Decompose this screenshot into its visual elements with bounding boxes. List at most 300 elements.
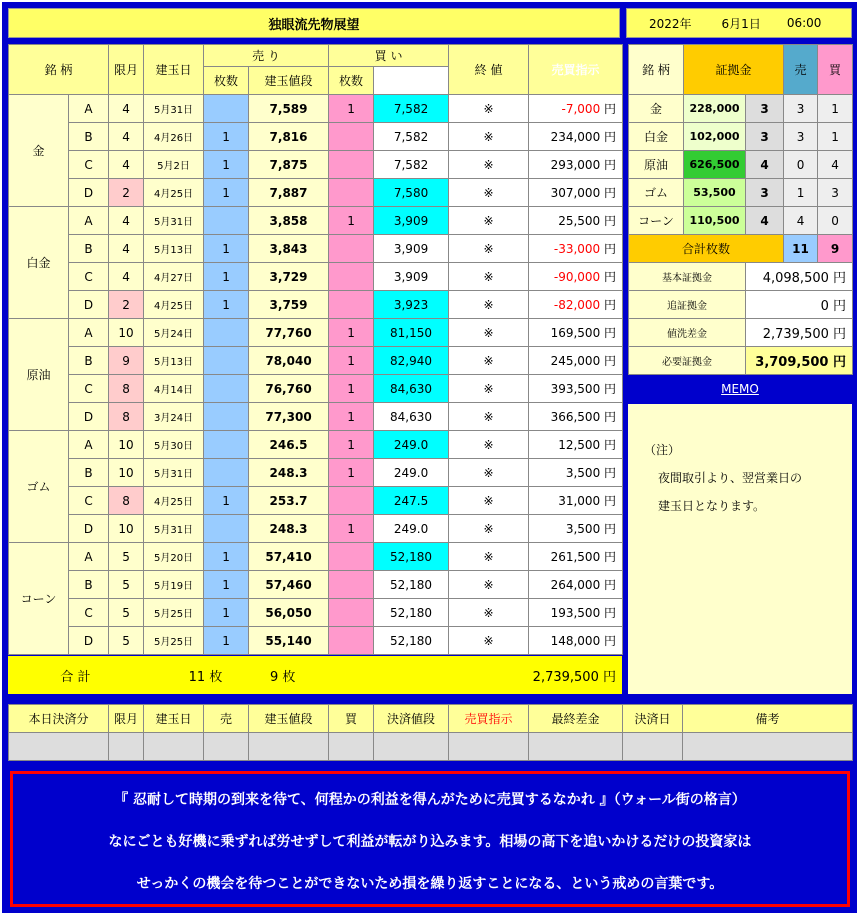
signal-mark: ※	[449, 571, 529, 599]
commodity-name: ゴム	[9, 431, 69, 543]
buy-count	[329, 599, 374, 627]
signal-mark: ※	[449, 319, 529, 347]
position-row	[9, 515, 623, 543]
entry-date: 5月24日	[144, 319, 204, 347]
sell-count: 1	[204, 543, 249, 571]
diff-value: 169,500	[550, 326, 601, 340]
margin-sell: 3	[784, 95, 818, 123]
year-label: 2022年	[649, 16, 692, 31]
diff-unit: 円	[604, 326, 617, 340]
settlement-table	[8, 704, 853, 761]
diff-unit: 円	[604, 354, 617, 368]
contract-label: B	[69, 571, 109, 599]
diff-cell	[529, 375, 623, 403]
sell-count: 1	[204, 291, 249, 319]
diff-unit: 円	[604, 270, 617, 284]
entry-price: 77,300	[249, 403, 329, 431]
margin-total-sell: 11	[784, 235, 818, 263]
buy-count	[329, 151, 374, 179]
summary-label: 基本証拠金	[629, 263, 746, 291]
contract-month: 4	[109, 263, 144, 291]
diff-unit: 円	[604, 606, 617, 620]
sell-count: 1	[204, 571, 249, 599]
entry-price: 248.3	[249, 515, 329, 543]
diff-value: 193,500	[550, 606, 601, 620]
contract-label: D	[69, 179, 109, 207]
diff-unit: 円	[604, 550, 617, 564]
margin-lots: 3	[746, 179, 784, 207]
buy-count	[329, 487, 374, 515]
position-row	[9, 543, 623, 571]
entry-date: 4月25日	[144, 291, 204, 319]
totals-label: 合 計	[8, 656, 143, 694]
sell-count: 1	[204, 263, 249, 291]
summary-label: 追証拠金	[629, 291, 746, 319]
totals-bar	[8, 656, 622, 694]
memo-panel	[628, 404, 852, 694]
diff-value: 366,500	[550, 410, 601, 424]
margin-buy: 3	[818, 179, 853, 207]
signal-mark: ※	[449, 599, 529, 627]
entry-price: 248.3	[249, 459, 329, 487]
close-price: 52,180	[374, 543, 449, 571]
close-price: 247.5	[374, 487, 449, 515]
position-row	[9, 179, 623, 207]
diff-value: -33,000	[553, 242, 601, 256]
diff-cell	[529, 151, 623, 179]
memo-line-3: 建玉日となります。	[658, 499, 766, 513]
settle-header-signal: 売買指示	[449, 705, 529, 733]
quote-line-3: せっかくの機会を待つことができないため損を繰り返すことになる、という戒めの言葉です。	[136, 876, 724, 892]
diff-cell	[529, 571, 623, 599]
settle-header-sell: 売	[204, 705, 249, 733]
summary-row	[629, 263, 853, 291]
contract-label: A	[69, 543, 109, 571]
diff-cell	[529, 515, 623, 543]
entry-price: 76,760	[249, 375, 329, 403]
position-row	[9, 123, 623, 151]
sell-count	[204, 459, 249, 487]
diff-unit: 円	[604, 438, 617, 452]
margin-sell: 4	[784, 207, 818, 235]
entry-price: 56,050	[249, 599, 329, 627]
signal-mark: ※	[449, 235, 529, 263]
diff-cell	[529, 291, 623, 319]
entry-date: 5月20日	[144, 543, 204, 571]
entry-price: 3,843	[249, 235, 329, 263]
entry-price: 3,759	[249, 291, 329, 319]
diff-unit: 円	[604, 242, 617, 256]
commodity-name: 金	[9, 95, 69, 207]
diff-value: 307,000	[550, 186, 601, 200]
buy-count: 1	[329, 347, 374, 375]
summary-value: 0 円	[746, 291, 853, 319]
close-price: 82,940	[374, 347, 449, 375]
entry-price: 3,729	[249, 263, 329, 291]
margin-sell: 0	[784, 151, 818, 179]
header-buy: 買 い	[329, 45, 449, 67]
buy-count	[329, 263, 374, 291]
margin-brand: 金	[629, 95, 684, 123]
margin-header-margin: 証拠金	[684, 45, 784, 95]
contract-month: 10	[109, 431, 144, 459]
position-row	[9, 319, 623, 347]
close-price: 7,582	[374, 123, 449, 151]
sell-count	[204, 515, 249, 543]
entry-price: 253.7	[249, 487, 329, 515]
margin-amount: 228,000	[684, 95, 746, 123]
sell-count	[204, 431, 249, 459]
totals-sell: 11 枚	[143, 656, 268, 694]
contract-label: B	[69, 235, 109, 263]
position-row	[9, 599, 623, 627]
margin-header-buy: 買	[818, 45, 853, 95]
diff-cell	[529, 599, 623, 627]
settle-header-today: 本日決済分	[9, 705, 109, 733]
contract-month: 10	[109, 459, 144, 487]
position-row	[9, 487, 623, 515]
totals-buy: 9 枚	[268, 656, 393, 694]
signal-mark: ※	[449, 123, 529, 151]
close-price: 249.0	[374, 515, 449, 543]
contract-month: 8	[109, 403, 144, 431]
position-row	[9, 431, 623, 459]
entry-date: 5月31日	[144, 95, 204, 123]
summary-value: 2,739,500 円	[746, 319, 853, 347]
contract-month: 10	[109, 319, 144, 347]
diff-cell	[529, 431, 623, 459]
entry-date: 5月25日	[144, 599, 204, 627]
entry-date: 4月25日	[144, 487, 204, 515]
position-row	[9, 235, 623, 263]
memo-line-1: （注）	[644, 443, 681, 457]
header-entry-price: 建玉値段	[249, 67, 329, 95]
sell-count: 1	[204, 599, 249, 627]
diff-unit: 円	[604, 158, 617, 172]
entry-date: 5月31日	[144, 207, 204, 235]
contract-label: D	[69, 291, 109, 319]
close-price: 81,150	[374, 319, 449, 347]
diff-value: -90,000	[553, 270, 601, 284]
quote-box	[10, 771, 850, 907]
margin-header-sell: 売	[784, 45, 818, 95]
contract-month: 4	[109, 207, 144, 235]
summary-label: 必要証拠金	[629, 347, 746, 375]
diff-value: 25,500	[558, 214, 601, 228]
margin-row	[629, 207, 853, 235]
sell-count: 1	[204, 235, 249, 263]
contract-month: 5	[109, 599, 144, 627]
diff-value: 264,000	[550, 578, 601, 592]
buy-count	[329, 123, 374, 151]
settle-empty-row	[9, 733, 853, 761]
margin-header-brand: 銘 柄	[629, 45, 684, 95]
diff-unit: 円	[604, 466, 617, 480]
signal-mark: ※	[449, 543, 529, 571]
sell-count	[204, 347, 249, 375]
signal-mark: ※	[449, 95, 529, 123]
buy-count	[329, 543, 374, 571]
entry-date: 4月14日	[144, 375, 204, 403]
diff-unit: 円	[604, 186, 617, 200]
diff-unit: 円	[604, 578, 617, 592]
summary-value: 4,098,500 円	[746, 263, 853, 291]
signal-mark: ※	[449, 403, 529, 431]
sell-count	[204, 375, 249, 403]
buy-count: 1	[329, 459, 374, 487]
contract-month: 8	[109, 375, 144, 403]
summary-row	[629, 347, 853, 375]
signal-mark: ※	[449, 627, 529, 655]
position-row	[9, 263, 623, 291]
buy-count: 1	[329, 95, 374, 123]
header-month: 限月	[109, 45, 144, 95]
entry-date: 5月31日	[144, 515, 204, 543]
quote-line-1: 『 忍耐して時期の到来を待て、何程かの利益を得んがために売買するなかれ 』（ウォール街の格言）	[114, 792, 746, 808]
diff-cell	[529, 263, 623, 291]
diff-value: 3,500	[565, 466, 601, 480]
diff-cell	[529, 347, 623, 375]
entry-price: 246.5	[249, 431, 329, 459]
sell-count: 1	[204, 487, 249, 515]
diff-cell	[529, 487, 623, 515]
margin-brand: 白金	[629, 123, 684, 151]
diff-unit: 円	[604, 410, 617, 424]
margin-amount: 626,500	[684, 151, 746, 179]
contract-label: B	[69, 123, 109, 151]
header-close: 終 値	[449, 45, 529, 95]
contract-month: 4	[109, 235, 144, 263]
position-row	[9, 291, 623, 319]
contract-label: A	[69, 319, 109, 347]
diff-unit: 円	[604, 298, 617, 312]
entry-price: 55,140	[249, 627, 329, 655]
position-row	[9, 151, 623, 179]
contract-label: B	[69, 459, 109, 487]
margin-lots: 4	[746, 151, 784, 179]
buy-count	[329, 235, 374, 263]
signal-mark: ※	[449, 375, 529, 403]
sell-count	[204, 207, 249, 235]
title-bar	[8, 8, 620, 38]
position-row	[9, 627, 623, 655]
margin-brand: 原油	[629, 151, 684, 179]
contract-label: C	[69, 151, 109, 179]
contract-label: C	[69, 375, 109, 403]
header-date: 建玉日	[144, 45, 204, 95]
close-price: 3,909	[374, 263, 449, 291]
close-price: 249.0	[374, 459, 449, 487]
entry-date: 5月13日	[144, 235, 204, 263]
entry-date: 4月26日	[144, 123, 204, 151]
entry-date: 5月31日	[144, 459, 204, 487]
contract-month: 4	[109, 123, 144, 151]
entry-date: 5月25日	[144, 627, 204, 655]
margin-row	[629, 95, 853, 123]
contract-month: 5	[109, 571, 144, 599]
close-price: 84,630	[374, 375, 449, 403]
margin-amount: 53,500	[684, 179, 746, 207]
entry-date: 5月19日	[144, 571, 204, 599]
date-bar	[626, 8, 852, 38]
header-buy-count: 枚数	[329, 67, 374, 95]
contract-month: 4	[109, 95, 144, 123]
signal-mark: ※	[449, 291, 529, 319]
settle-header-notes: 備考	[683, 705, 853, 733]
position-row	[9, 459, 623, 487]
contract-month: 5	[109, 543, 144, 571]
margin-row	[629, 123, 853, 151]
contract-label: C	[69, 599, 109, 627]
sell-count: 1	[204, 627, 249, 655]
memo-header	[628, 378, 852, 402]
sell-count	[204, 403, 249, 431]
contract-label: C	[69, 263, 109, 291]
margin-buy: 0	[818, 207, 853, 235]
contract-label: A	[69, 431, 109, 459]
diff-cell	[529, 319, 623, 347]
position-row	[9, 571, 623, 599]
diff-unit: 円	[604, 382, 617, 396]
diff-cell	[529, 95, 623, 123]
settle-header-final: 最終差金	[529, 705, 623, 733]
margin-buy: 4	[818, 151, 853, 179]
signal-mark: ※	[449, 459, 529, 487]
settle-header-close: 決済値段	[374, 705, 449, 733]
position-row	[9, 347, 623, 375]
diff-value: 31,000	[558, 494, 601, 508]
diff-cell	[529, 543, 623, 571]
close-price: 7,580	[374, 179, 449, 207]
signal-mark: ※	[449, 207, 529, 235]
contract-label: C	[69, 487, 109, 515]
diff-value: 245,000	[550, 354, 601, 368]
margin-buy: 1	[818, 95, 853, 123]
margin-lots: 3	[746, 95, 784, 123]
summary-value: 3,709,500 円	[746, 347, 853, 375]
entry-price: 57,460	[249, 571, 329, 599]
diff-cell	[529, 235, 623, 263]
contract-label: A	[69, 207, 109, 235]
close-price: 52,180	[374, 627, 449, 655]
diff-value: 261,500	[550, 550, 601, 564]
diff-value: 234,000	[550, 130, 601, 144]
margin-row	[629, 179, 853, 207]
margin-lots: 4	[746, 207, 784, 235]
entry-date: 3月24日	[144, 403, 204, 431]
margin-lots: 3	[746, 123, 784, 151]
margin-buy: 1	[818, 123, 853, 151]
margin-amount: 102,000	[684, 123, 746, 151]
totals-unit: 円	[602, 669, 616, 685]
diff-value: -7,000	[561, 102, 601, 116]
entry-price: 78,040	[249, 347, 329, 375]
summary-row	[629, 291, 853, 319]
contract-month: 8	[109, 487, 144, 515]
diff-cell	[529, 179, 623, 207]
buy-count: 1	[329, 403, 374, 431]
header-brand: 銘 柄	[9, 45, 109, 95]
contract-month: 9	[109, 347, 144, 375]
buy-count: 1	[329, 431, 374, 459]
memo-line-2: 夜間取引より、翌営業日の	[658, 471, 803, 485]
sell-count: 1	[204, 123, 249, 151]
date-label: 6月1日	[721, 16, 761, 31]
buy-count: 1	[329, 375, 374, 403]
diff-value: 148,000	[550, 634, 601, 648]
diff-unit: 円	[604, 130, 617, 144]
close-price: 3,909	[374, 235, 449, 263]
header-sell-count: 枚数	[204, 67, 249, 95]
signal-mark: ※	[449, 179, 529, 207]
signal-mark: ※	[449, 347, 529, 375]
memo-link[interactable]: MEMO	[721, 382, 759, 396]
diff-cell	[529, 627, 623, 655]
margin-total-label: 合計枚数	[629, 235, 784, 263]
diff-cell	[529, 459, 623, 487]
diff-unit: 円	[604, 522, 617, 536]
summary-row	[629, 319, 853, 347]
signal-mark: ※	[449, 151, 529, 179]
contract-month: 4	[109, 151, 144, 179]
page-title: 独眼流先物展望	[268, 17, 360, 33]
contract-label: D	[69, 627, 109, 655]
totals-diff: 2,739,500	[532, 669, 599, 685]
margin-brand: コーン	[629, 207, 684, 235]
close-price: 52,180	[374, 599, 449, 627]
buy-count: 1	[329, 319, 374, 347]
diff-value: 293,000	[550, 158, 601, 172]
position-row	[9, 207, 623, 235]
buy-count	[329, 571, 374, 599]
position-row	[9, 403, 623, 431]
diff-value: 12,500	[558, 438, 601, 452]
margin-total-buy: 9	[818, 235, 853, 263]
buy-count	[329, 627, 374, 655]
entry-price: 7,875	[249, 151, 329, 179]
entry-date: 4月27日	[144, 263, 204, 291]
contract-month: 10	[109, 515, 144, 543]
margin-table	[628, 44, 853, 375]
entry-price: 7,887	[249, 179, 329, 207]
entry-date: 5月13日	[144, 347, 204, 375]
settle-header-buy: 買	[329, 705, 374, 733]
contract-month: 2	[109, 179, 144, 207]
signal-mark: ※	[449, 263, 529, 291]
close-price: 84,630	[374, 403, 449, 431]
sell-count	[204, 319, 249, 347]
contract-month: 5	[109, 627, 144, 655]
contract-label: A	[69, 95, 109, 123]
diff-unit: 円	[604, 102, 617, 116]
settle-header-entry: 建玉値段	[249, 705, 329, 733]
close-price: 52,180	[374, 571, 449, 599]
entry-date: 5月2日	[144, 151, 204, 179]
time-label: 06:00	[786, 16, 822, 30]
contract-month: 2	[109, 291, 144, 319]
summary-label: 値洗差金	[629, 319, 746, 347]
position-row	[9, 375, 623, 403]
sell-count: 1	[204, 151, 249, 179]
entry-date: 4月25日	[144, 179, 204, 207]
positions-table	[8, 44, 623, 655]
close-price: 3,923	[374, 291, 449, 319]
sell-count: 1	[204, 179, 249, 207]
contract-label: D	[69, 515, 109, 543]
margin-sell: 3	[784, 123, 818, 151]
settle-header-date: 建玉日	[144, 705, 204, 733]
contract-label: B	[69, 347, 109, 375]
